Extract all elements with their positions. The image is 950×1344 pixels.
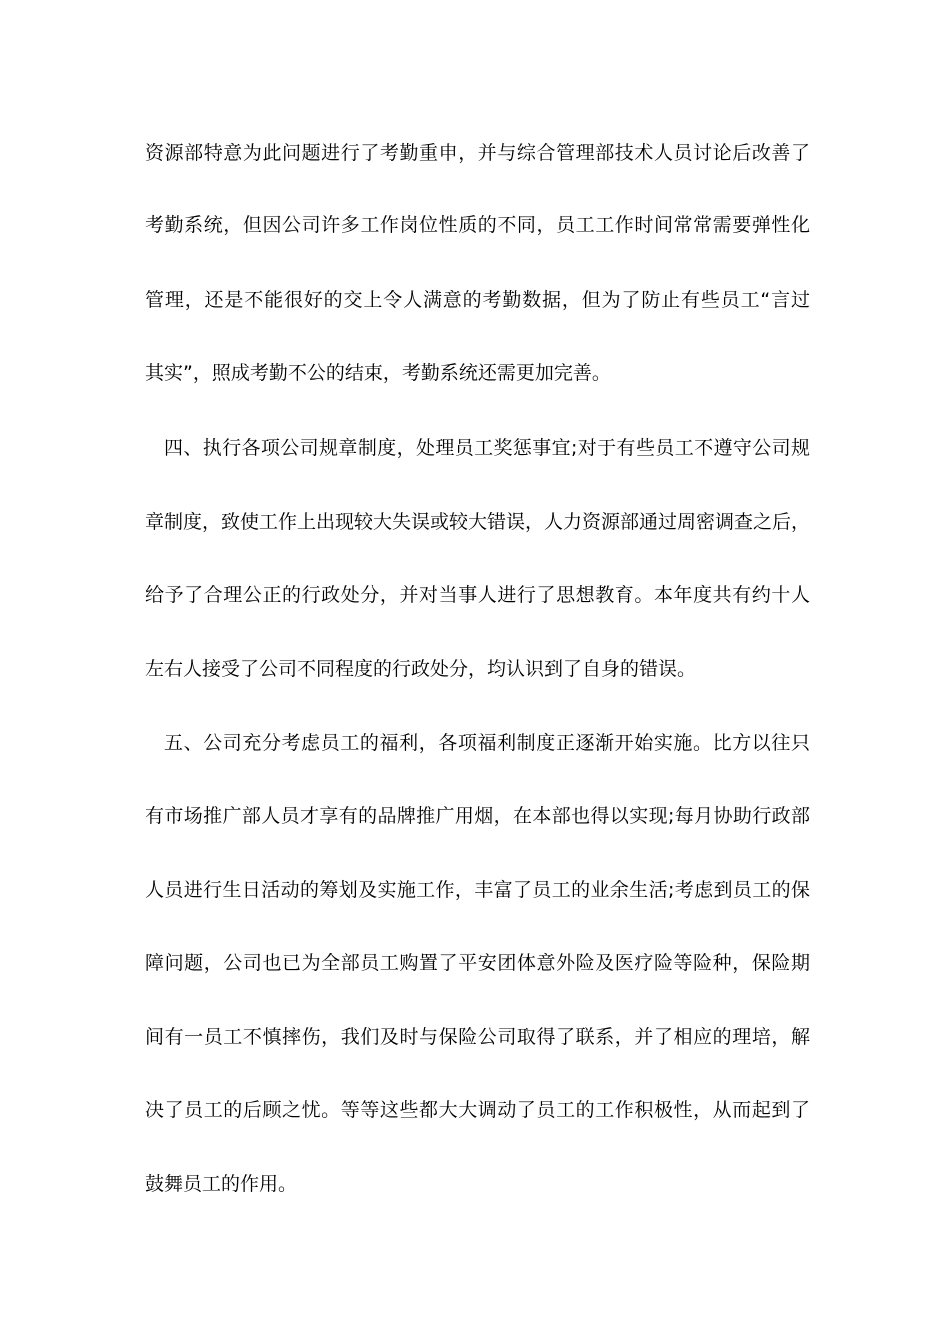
paragraph-5-line-1: 五、公司充分考虑员工的福利，各项福利制度正逐渐开始实施。比方以往只 [164,732,810,754]
text-line-14: 决了员工的后顾之忧。等等这些都大大调动了员工的工作积极性，从而起到了 [145,1099,810,1121]
text-line-10: 有市场推广部人员才享有的品牌推广用烟，在本部也得以实现;每月协助行政部 [145,805,810,827]
text-line-6: 章制度，致使工作上出现较大失误或较大错误，人力资源部通过周密调查之后， [145,511,811,533]
text-line-7: 给予了合理公正的行政处分，并对当事人进行了思想教育。本年度共有约十人 [145,584,810,606]
text-line-12: 障问题，公司也已为全部员工购置了平安团体意外险及医疗险等险种，保险期 [145,952,810,974]
text-line-8: 左右人接受了公司不同程度的行政处分，均认识到了自身的错误。 [145,658,697,680]
paragraph-4-line-1: 四、执行各项公司规章制度，处理员工奖惩事宜;对于有些员工不遵守公司规 [164,437,810,459]
text-line-3: 管理，还是不能很好的交上令人满意的考勤数据，但为了防止有些员工“言过 [145,289,810,311]
text-line-1: 资源部特意为此问题进行了考勤重申，并与综合管理部技术人员讨论后改善了 [145,142,810,164]
text-line-13: 间有一员工不慎摔伤，我们及时与保险公司取得了联系，并了相应的理培，解 [145,1026,810,1048]
text-line-11: 人员进行生日活动的筹划及实施工作，丰富了员工的业余生活;考虑到员工的保 [145,879,810,901]
text-line-4: 其实”，照成考勤不公的结束，考勤系统还需更加完善。 [145,362,611,384]
text-line-15: 鼓舞员工的作用。 [145,1173,298,1195]
text-line-2: 考勤系统，但因公司许多工作岗位性质的不同，员工工作时间常常需要弹性化 [145,214,810,236]
